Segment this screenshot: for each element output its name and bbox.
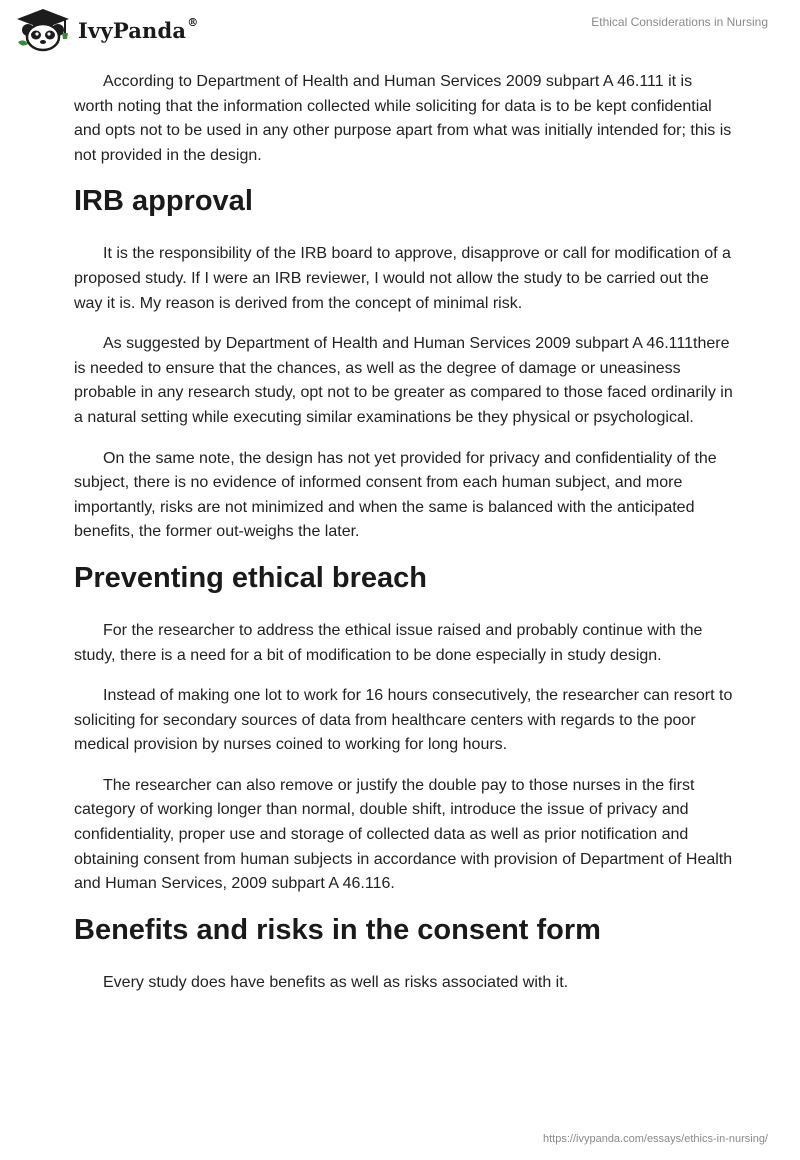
brand-name: IvyPanda® [78,15,199,43]
paragraph: According to Department of Health and Human Services 2009 subpart A 46.111 it is worth noting that the information collected while soliciting for data is to be kept confidential and opts not to be used in any other purpose apart from what was initially intended for; this is not provided in the design. [74,73,732,164]
section-heading-irb-approval: IRB approval [74,185,253,218]
document-title: Ethical Considerations in Nursing [591,15,768,29]
registered-mark: ® [187,15,199,29]
paragraph: Instead of making one lot to work for 16 hours consecutively, the researcher can resort to soliciting for secondary sources of data from healthcare centers with regards to the poor medical provision by nurses coined to working for long hours. [74,687,733,754]
page-header [0,0,800,64]
essay-content [74,70,734,1011]
source-url-link[interactable]: https://ivypanda.com/essays/ethics-in-nursing/ [543,1133,768,1145]
section-heading-preventing-ethical-breach: Preventing ethical breach [74,561,427,594]
section-heading-benefits-and-risks: Benefits and risks in the consent form [74,913,601,946]
paragraph: Every study does have benefits as well as risks associated with it. [103,973,569,991]
paragraph: The researcher can also remove or justify the double pay to those nurses in the first category of working longer than normal, double shift, introduce the issue of privacy and confidentiality, proper use and storage of collected data as well as prior notification and obtaining consent from human subjects in accordance with provision of Department of Health and Human Services, 2009 subpart A 46.116. [74,776,733,893]
paragraph: For the researcher to address the ethical issue raised and probably continue with the study, there is a need for a bit of modification to be done especially in study design. [74,621,703,664]
paragraph: As suggested by Department of Health and Human Services 2009 subpart A 46.111there is needed to ensure that the chances, as well as the degree of damage or uneasiness probable in any research study, opt not to be greater as compared to those faced ordinarily in a natural setting while executing similar examinations be they physical or psychological. [74,335,733,426]
paragraph: On the same note, the design has not yet provided for privacy and confidentiality of the subject, there is no evidence of informed consent from each human subject, and more importantly, risks are not minimized and when the same is balanced with the anticipated benefits, the former out-weighs the later. [74,449,717,541]
panda-graduation-cap-icon [14,8,72,52]
paragraph: It is the responsibility of the IRB board to approve, disapprove or call for modification of a proposed study. If I were an IRB reviewer, I would not allow the study to be carried out the way it is. My reason is derived from the concept of minimal risk. [74,245,731,312]
ivypanda-logo[interactable] [14,8,198,52]
